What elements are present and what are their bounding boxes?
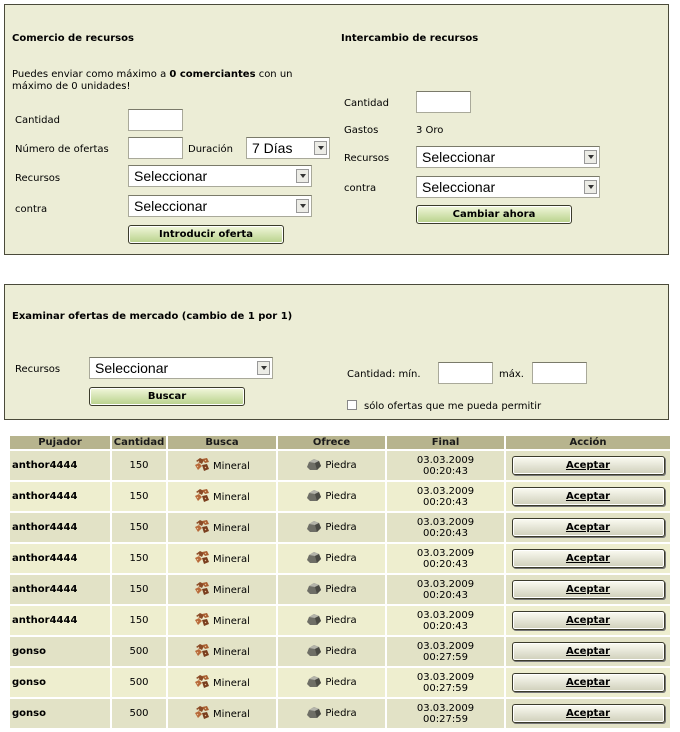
- action-cell: [506, 482, 670, 511]
- trade-offers-input[interactable]: [128, 137, 183, 159]
- action-cell: [506, 451, 670, 480]
- action-cell: [506, 668, 670, 697]
- stone-icon: [306, 551, 322, 564]
- wants-label: Mineral: [213, 553, 250, 565]
- column-header-wants: Busca: [168, 436, 276, 449]
- end-date: 03.03.2009: [416, 516, 475, 528]
- end-date: 03.03.2009: [416, 485, 475, 497]
- chevron-down-icon: [314, 141, 327, 155]
- offers-label: Piedra: [325, 614, 357, 626]
- end-time: 00:20:43: [423, 496, 468, 508]
- table-row: [10, 544, 670, 573]
- wants-label: Mineral: [213, 615, 250, 627]
- end-cell: [387, 699, 504, 728]
- column-header-amount: Cantidad: [113, 437, 165, 448]
- table-row: [10, 699, 670, 728]
- chevron-down-icon: [584, 150, 597, 164]
- offers-cell: [278, 482, 385, 511]
- mineral-icon: [194, 612, 210, 627]
- wants-cell: [168, 482, 276, 511]
- chevron-down-icon: [296, 169, 309, 183]
- end-date: 03.03.2009: [416, 578, 475, 590]
- trade-against-label: contra: [15, 204, 48, 215]
- exchange-resources-label: Recursos: [344, 153, 390, 164]
- affordable-checkbox[interactable]: [347, 400, 357, 410]
- stone-icon: [306, 613, 322, 626]
- bidder-cell[interactable]: anthor4444: [10, 544, 110, 573]
- trade-title: Comercio de recursos: [12, 33, 134, 44]
- action-cell: [506, 575, 670, 604]
- end-time: 00:27:59: [423, 713, 468, 725]
- end-date: 03.03.2009: [416, 609, 475, 621]
- column-header-action: Acción: [506, 436, 670, 449]
- wants-cell: [168, 544, 276, 573]
- wants-label: Mineral: [213, 646, 250, 658]
- table-row: [10, 637, 670, 666]
- exchange-cost-value: 3 Oro: [416, 125, 444, 136]
- offers-cell: [278, 668, 385, 697]
- table-row: [10, 451, 670, 480]
- wants-label: Mineral: [213, 677, 250, 689]
- end-time: 00:20:43: [423, 620, 468, 632]
- end-date: 03.03.2009: [416, 671, 475, 683]
- trade-panel: [4, 4, 669, 255]
- table-header-row: [10, 436, 670, 449]
- amount-cell: 150: [112, 482, 166, 511]
- accept-button[interactable]: Aceptar: [512, 580, 665, 599]
- offers-label: Piedra: [325, 459, 357, 471]
- submit-offer-button[interactable]: Introducir oferta: [128, 225, 284, 244]
- end-time: 00:20:43: [423, 527, 468, 539]
- offers-cell: [278, 451, 385, 480]
- amount-cell: 150: [112, 451, 166, 480]
- amount-cell: 500: [112, 699, 166, 728]
- offers-cell: [278, 513, 385, 542]
- market-title: Examinar ofertas de mercado (cambio de 1 por 1): [12, 311, 293, 322]
- end-cell: [387, 637, 504, 666]
- bidder-cell[interactable]: gonso: [10, 699, 110, 728]
- end-time: 00:20:43: [423, 558, 468, 570]
- mineral-icon: [194, 643, 210, 658]
- bidder-cell[interactable]: anthor4444: [10, 451, 110, 480]
- wants-label: Mineral: [213, 491, 250, 503]
- wants-cell: [168, 451, 276, 480]
- bidder-cell[interactable]: anthor4444: [10, 606, 110, 635]
- wants-cell: [168, 575, 276, 604]
- wants-cell: [168, 513, 276, 542]
- end-cell: [387, 575, 504, 604]
- trade-resources-select[interactable]: Seleccionar: [128, 165, 312, 187]
- stone-icon: [306, 675, 322, 688]
- action-cell: [506, 513, 670, 542]
- end-cell: [387, 482, 504, 511]
- max-amount-label: máx.: [499, 369, 524, 380]
- table-row: [10, 668, 670, 697]
- trade-info: Puedes enviar como máximo a 0 comerciantes con un máximo de 0 unidades!: [12, 69, 293, 92]
- end-cell: [387, 544, 504, 573]
- wants-label: Mineral: [213, 522, 250, 534]
- mineral-icon: [194, 519, 210, 534]
- search-button[interactable]: Buscar: [89, 387, 245, 406]
- accept-button[interactable]: Aceptar: [512, 518, 665, 537]
- action-cell: [506, 606, 670, 635]
- end-time: 00:27:59: [423, 651, 468, 663]
- offers-label: Piedra: [325, 521, 357, 533]
- offers-table: [8, 434, 672, 730]
- trade-quantity-label: Cantidad: [15, 115, 60, 126]
- table-row: [10, 513, 670, 542]
- offers-label: Piedra: [325, 707, 357, 719]
- offers-label: Piedra: [325, 583, 357, 595]
- amount-cell: 150: [112, 606, 166, 635]
- end-time: 00:27:59: [423, 682, 468, 694]
- trade-duration-label: Duración: [188, 144, 234, 155]
- stone-icon: [306, 582, 322, 595]
- table-row: [10, 575, 670, 604]
- exchange-against-label: contra: [344, 183, 377, 194]
- amount-cell: 150: [112, 544, 166, 573]
- end-date: 03.03.2009: [416, 454, 475, 466]
- wants-label: Mineral: [213, 584, 250, 596]
- action-cell: [506, 544, 670, 573]
- exchange-quantity-label: Cantidad: [344, 98, 389, 109]
- end-cell: [387, 606, 504, 635]
- stone-icon: [306, 520, 322, 533]
- column-header-offers: Ofrece: [278, 436, 385, 449]
- offers-cell: [278, 606, 385, 635]
- accept-button[interactable]: Aceptar: [512, 673, 665, 692]
- exchange-cost-label: Gastos: [344, 125, 379, 136]
- wants-label: Mineral: [213, 460, 250, 472]
- exchange-against-select[interactable]: Seleccionar: [416, 176, 600, 198]
- chevron-down-icon: [257, 361, 270, 375]
- mineral-icon: [194, 581, 210, 596]
- bidder-cell[interactable]: anthor4444: [10, 513, 110, 542]
- trade-quantity-input[interactable]: [128, 109, 183, 131]
- mineral-icon: [194, 457, 210, 472]
- wants-cell: [168, 637, 276, 666]
- bidder-cell[interactable]: gonso: [10, 637, 110, 666]
- end-date: 03.03.2009: [416, 547, 475, 559]
- trade-offers-label: Número de ofertas: [15, 144, 109, 155]
- mineral-icon: [194, 705, 210, 720]
- trade-resources-label: Recursos: [15, 173, 61, 184]
- accept-button[interactable]: Aceptar: [512, 704, 665, 723]
- trade-duration-select[interactable]: 7 Días: [246, 137, 330, 159]
- exchange-resources-select[interactable]: Seleccionar: [416, 146, 600, 168]
- end-cell: [387, 668, 504, 697]
- mineral-icon: [194, 674, 210, 689]
- bidder-cell[interactable]: anthor4444: [10, 575, 110, 604]
- stone-icon: [306, 706, 322, 719]
- amount-cell: 500: [112, 637, 166, 666]
- chevron-down-icon: [296, 199, 309, 213]
- stone-icon: [306, 458, 322, 471]
- offers-label: Piedra: [325, 552, 357, 564]
- accept-button[interactable]: Aceptar: [512, 487, 665, 506]
- trade-against-select[interactable]: Seleccionar: [128, 195, 312, 217]
- market-search-panel: [4, 284, 669, 420]
- amount-cell: 150: [112, 513, 166, 542]
- action-cell: [506, 637, 670, 666]
- max-amount-input[interactable]: [532, 362, 587, 384]
- stone-icon: [306, 644, 322, 657]
- stone-icon: [306, 489, 322, 502]
- accept-button[interactable]: Aceptar: [512, 456, 665, 475]
- end-date: 03.03.2009: [416, 702, 475, 714]
- offers-cell: [278, 575, 385, 604]
- wants-cell: [168, 699, 276, 728]
- wants-label: Mineral: [213, 708, 250, 720]
- accept-button[interactable]: Aceptar: [512, 549, 665, 568]
- offers-cell: [278, 637, 385, 666]
- end-cell: [387, 513, 504, 542]
- offers-label: Piedra: [325, 490, 357, 502]
- table-row: [10, 482, 670, 511]
- column-header-bidder: Pujador: [10, 436, 110, 449]
- exchange-now-button[interactable]: Cambiar ahora: [416, 205, 572, 224]
- accept-button[interactable]: Aceptar: [512, 611, 665, 630]
- column-header-end: Final: [387, 436, 504, 449]
- offers-cell: [278, 544, 385, 573]
- end-time: 00:20:43: [423, 465, 468, 477]
- offers-label: Piedra: [325, 645, 357, 657]
- bidder-cell[interactable]: anthor4444: [10, 482, 110, 511]
- min-amount-label: Cantidad: mín.: [347, 369, 421, 380]
- bidder-cell[interactable]: gonso: [10, 668, 110, 697]
- affordable-label: sólo ofertas que me pueda permitir: [364, 401, 542, 412]
- exchange-title: Intercambio de recursos: [341, 33, 479, 44]
- end-time: 00:20:43: [423, 589, 468, 601]
- mineral-icon: [194, 488, 210, 503]
- amount-cell: 500: [112, 668, 166, 697]
- table-row: [10, 606, 670, 635]
- end-cell: [387, 451, 504, 480]
- accept-button[interactable]: Aceptar: [512, 642, 665, 661]
- wants-cell: [168, 668, 276, 697]
- market-resources-select[interactable]: Seleccionar: [89, 357, 273, 379]
- end-date: 03.03.2009: [416, 640, 475, 652]
- offers-cell: [278, 699, 385, 728]
- wants-cell: [168, 606, 276, 635]
- mineral-icon: [194, 550, 210, 565]
- market-resources-label: Recursos: [15, 364, 61, 375]
- action-cell: [506, 699, 670, 728]
- exchange-quantity-input[interactable]: [416, 91, 471, 113]
- amount-cell: 150: [112, 575, 166, 604]
- offers-label: Piedra: [325, 676, 357, 688]
- chevron-down-icon: [584, 180, 597, 194]
- min-amount-input[interactable]: [438, 362, 493, 384]
